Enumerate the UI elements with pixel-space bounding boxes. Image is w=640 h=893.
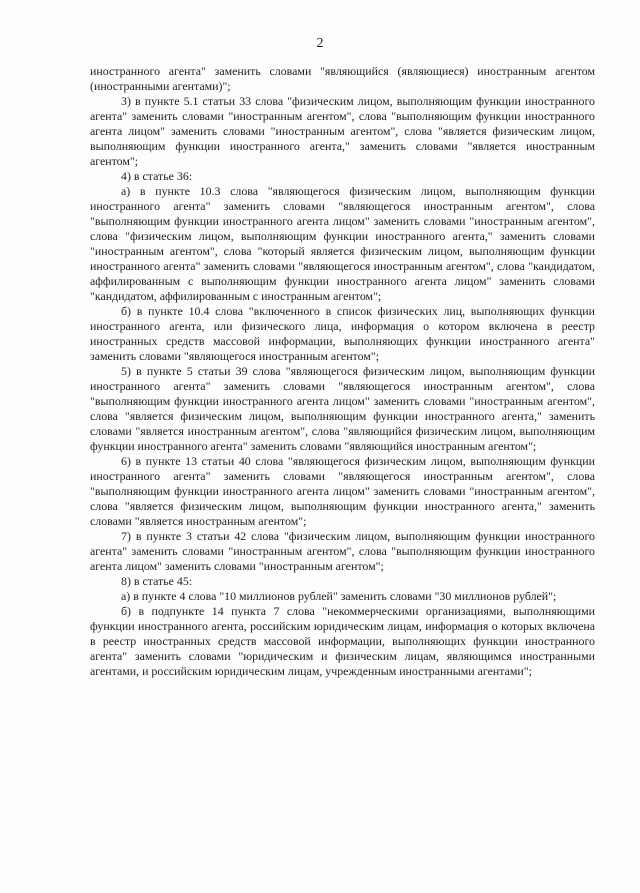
paragraph-item-5: 5) в пункте 5 статьи 39 слова "являющегося физическим лицом, выполняющим функции иностранного агента" заменить словами "являющегося иностранным агентом", слова "выполняющим функции иностранного агента лицом" заменить словами "иностранным агентом", слова "является физическим лицом, выполняющим функции иностранного агента," заменить словами "является иностранным агентом", слова "являющийся физическим лицом, выполняющим функции иностранного агента" заменить словами "являющийся иностранным агентом";	[90, 364, 595, 453]
document-body	[90, 64, 595, 679]
paragraph-item-6: 6) в пункте 13 статьи 40 слова "являющегося физическим лицом, выполняющим функции иностранного агента" заменить словами "являющегося иностранным агентом", слова "выполняющим функции иностранного агента лицом" заменить словами "иностранным агентом", слова "является физическим лицом, выполняющим функции иностранного агента," заменить словами "является иностранным агентом";	[90, 454, 595, 528]
paragraph-item-4: 4) в статье 36:	[121, 169, 193, 183]
paragraph-item-8b: б) в подпункте 14 пункта 7 слова "некоммерческими организациями, выполняющими функции иностранного агента, российским юридическим лицам, информация о которых включена в реестр иностранных средств массовой информации, выполняющих функции иностранного агента" заменить словами "юридическим и физическим лицам, являющимся иностранными агентами, и российским юридическим лицам, учрежденным иностранными агентами";	[90, 604, 595, 678]
page-number: 2	[316, 36, 324, 51]
paragraph-item-4a: а) в пункте 10.3 слова "являющегося физическим лицом, выполняющим функции иностранного агента" заменить словами "являющегося иностранным агентом", слова "выполняющим функции иностранного агента лицом" заменить словами "иностранным агентом", слова "физическим лицом, выполняющим функции иностранного агента," заменить словами "иностранным агентом", слова "который является физическим лицом, выполняющим функции иностранного агента" заменить словами "являющегося иностранным агентом", слова "кандидатом, аффилированным с выполняющим функции иностранного агента лицом" заменить словами "кандидатом, аффилированным с иностранным агентом";	[90, 184, 595, 303]
paragraph-item-3: 3) в пункте 5.1 статьи 33 слова "физическим лицом, выполняющим функции иностранного агента" заменить словами "иностранным агентом", слова "выполняющим функции иностранного агента лицом" заменить словами "иностранным агентом", слова "является физическим лицом, выполняющим функции иностранного агента," заменить словами "является иностранным агентом";	[90, 94, 595, 168]
paragraph-continuation: иностранного агента" заменить словами "являющийся (являющиеся) иностранным агентом (иностранными агентами)";	[90, 64, 595, 93]
paragraph-item-8a: а) в пункте 4 слова "10 миллионов рублей" заменить словами "30 миллионов рублей";	[121, 589, 557, 603]
paragraph-item-7: 7) в пункте 3 статьи 42 слова "физическим лицом, выполняющим функции иностранного агента" заменить словами "иностранным агентом", слова "выполняющим функции иностранного агента лицом" заменить словами "иностранным агентом";	[90, 529, 595, 573]
paragraph-item-4b: б) в пункте 10.4 слова "включенного в список физических лиц, выполняющих функции иностранного агента, или физического лица, информация о котором включена в реестр иностранных средств массовой информации, выполняющих функции иностранного агента" заменить словами "являющегося иностранным агентом";	[90, 304, 595, 363]
paragraph-item-8: 8) в статье 45:	[121, 574, 193, 588]
